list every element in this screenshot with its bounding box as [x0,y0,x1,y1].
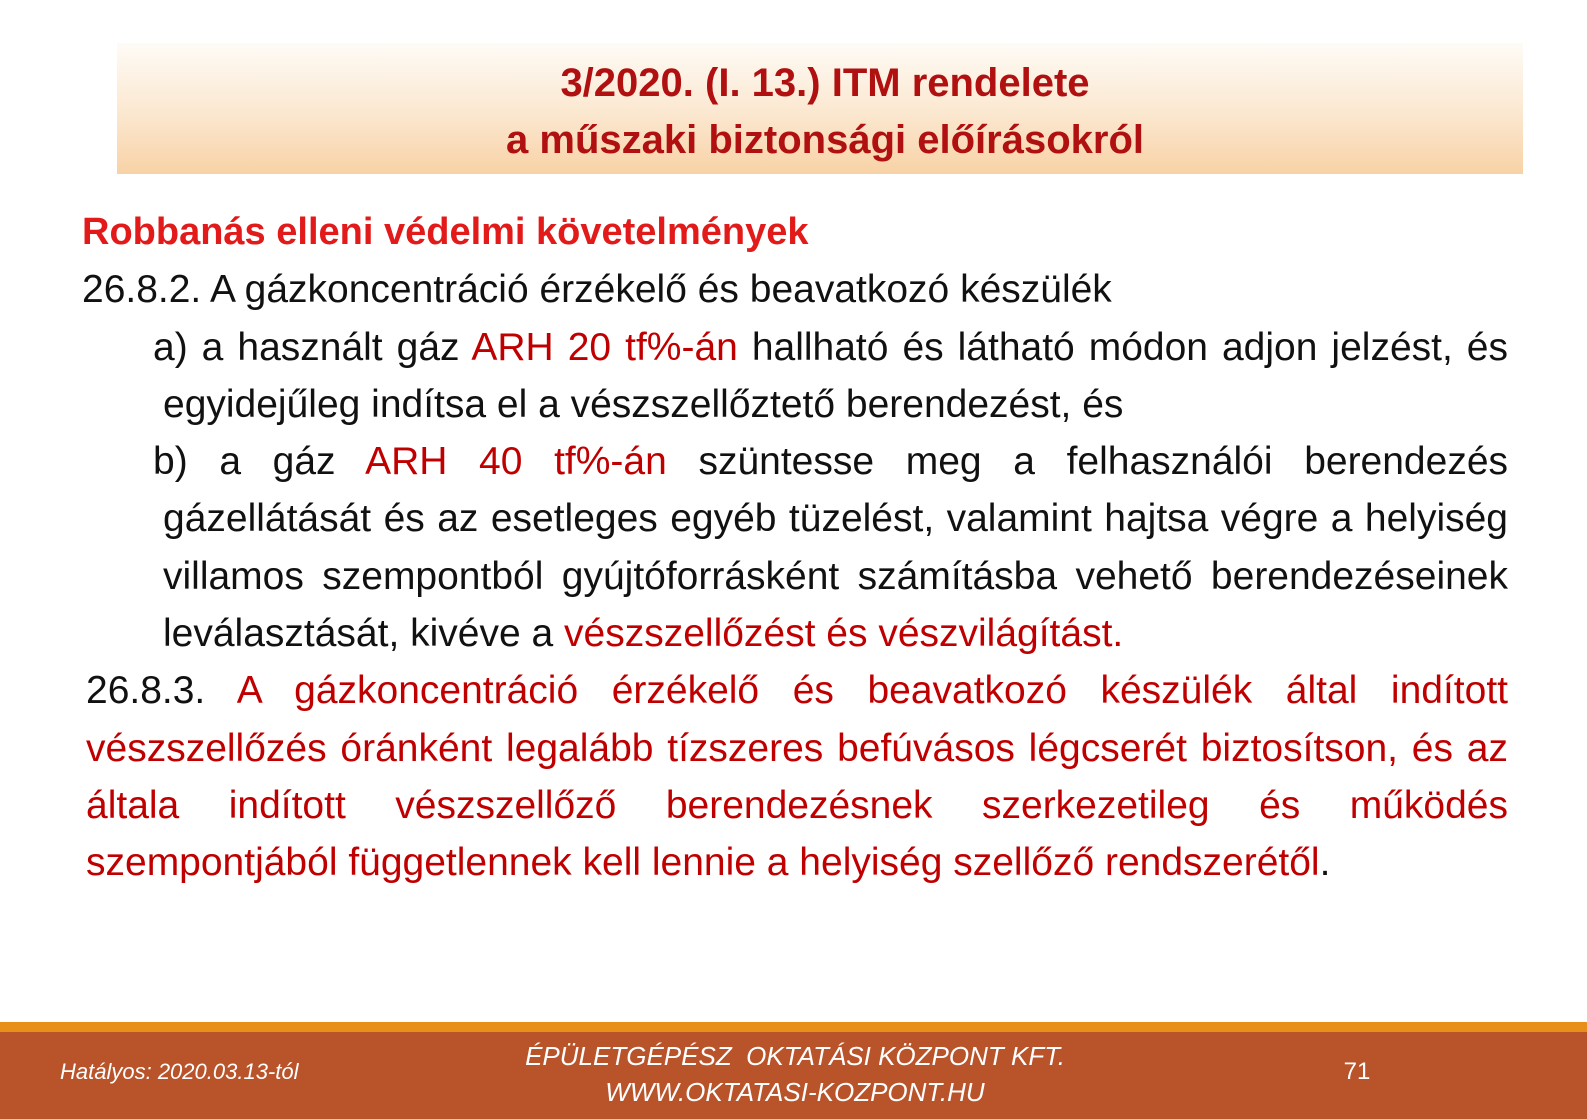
footer-bar [0,1032,1587,1119]
item-b-prefix: b) a gáz [153,440,366,484]
footer-company-info [450,1038,1140,1110]
slide-title-line-2: a műszaki biztonsági előírásokról [506,118,1144,162]
item-b-highlight-end: vészszellőzést és vészvilágítást. [564,612,1124,656]
slide-title-line-1: 3/2020. (I. 13.) ITM rendelete [560,61,1090,105]
paragraph-26-8-3-end: . [1319,841,1331,885]
effective-date: Hatályos: 2020.03.13-tól [60,1059,299,1084]
item-a-text: hallható és látható módon adjon jelzést, és egyidejűleg indítsa el a vészszellőztető berendezést, és [163,325,1508,426]
slide-body [82,204,1508,892]
item-a-highlight: ARH 20 tf%-án [471,325,738,369]
list-item-b [82,433,1508,662]
slide-title-box [117,43,1523,174]
footer-accent-line [0,1022,1587,1032]
paragraph-26-8-3-number: 26.8.3. [86,669,206,713]
item-a-prefix: a) a használt gáz [153,325,472,369]
item-b-highlight: ARH 40 tf%-án [365,440,667,484]
section-heading: Robbanás elleni védelmi követelmények [82,211,809,253]
company-website: WWW.OKTATASI-KOZPONT.HU [605,1077,985,1107]
paragraph-26-8-2: 26.8.2. A gázkoncentráció érzékelő és beavatkozó készülék [82,268,1112,312]
item-b-text: szüntesse meg a felhasználói berendezés gázellátását és az esetleges egyéb tüzelést, valamint hajtsa végre a helyiség villamos szempontból gyújtóforrásként számításba vehető berendezéseinek leválasztását, kivéve a [163,440,1509,656]
paragraph-26-8-3 [82,662,1508,891]
page-number: 71 [1343,1058,1371,1085]
list-item-a [82,319,1508,434]
company-name: ÉPÜLETGÉPÉSZ OKTATÁSI KÖZPONT KFT. [525,1041,1065,1071]
paragraph-26-8-3-text: A gázkoncentráció érzékelő és beavatkozó készülék által indított vészszellőzés óránként legalább tízszeres befúvásos légcserét biztosítson, és az általa indított vészszellőző berendezésnek szerkezetileg és működés szempontjából függetlennek kell lennie a helyiség szellőző rendszerétől [86,669,1508,885]
